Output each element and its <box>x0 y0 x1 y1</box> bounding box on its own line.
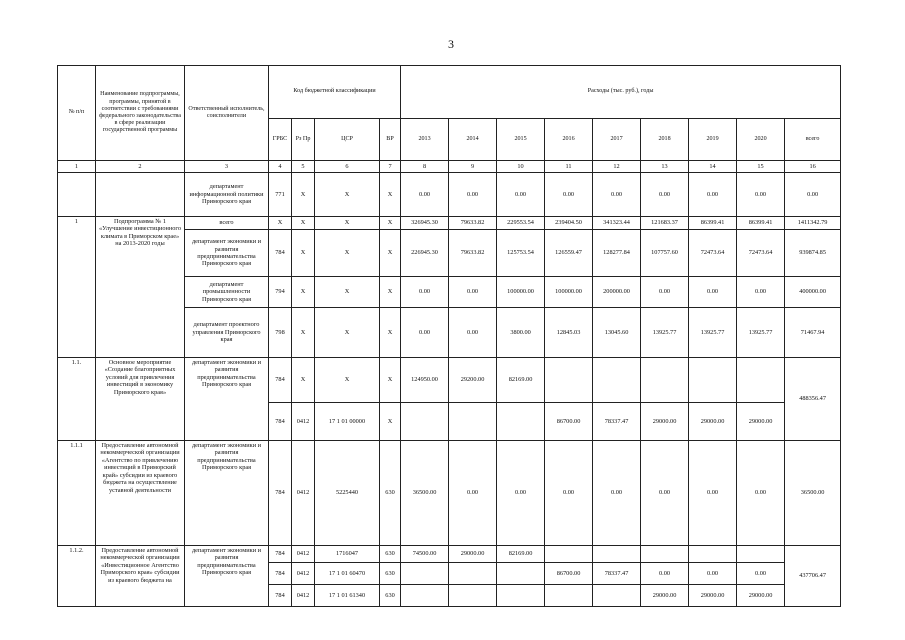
table-row: 1.1.1 Предоставление автономной некоммерческой организации «Агентство по привлечению инвестиций в Приморский край» субсидии из краевого бюджета на осуществление уставной деятельности департамент экономики и развития предпринимательства Приморского края 784 0412 5225440 630 36500.00 0.00 0.00 0.00 0.00 0.00 0.00 0.00 36500.00 <box>58 441 841 546</box>
header-responsible: Ответственный исполнитель, соисполнители <box>185 66 269 161</box>
table-row: 784 0412 17 1 01 00000 X 86700.00 78337.47 29000.00 29000.00 29000.00 <box>58 403 841 441</box>
responsible-cell: департамент экономики и развития предпринимательства Приморского края <box>185 230 269 277</box>
col-number: 12 <box>593 161 641 173</box>
header-year: 2013 <box>401 119 449 161</box>
row-name: Предоставление автономной некоммерческой организации «Агентство по привлечению инвестиций в Приморский край» субсидии из краевого бюджета на осуществление уставной деятельности <box>96 441 185 546</box>
col-number: 16 <box>785 161 841 173</box>
column-numbers-row <box>58 161 841 173</box>
header-vr: ВР <box>380 119 401 161</box>
responsible-cell: департамент экономики и развития предпринимательства Приморского края <box>185 358 269 441</box>
header-row <box>58 66 841 119</box>
row-name: Основное мероприятие «Создание благоприятных условий для привлечения инвестиций в экономику Приморского края» <box>96 358 185 441</box>
col-number: 14 <box>689 161 737 173</box>
col-number: 5 <box>292 161 315 173</box>
header-year: 2019 <box>689 119 737 161</box>
row-name: Подпрограмма № 1 «Улучшение инвестиционного климата в Приморском крае» на 2013-2020 годы <box>96 217 185 358</box>
header-rzpr: Рз Пр <box>292 119 315 161</box>
page-number: 3 <box>448 37 454 51</box>
col-number: 10 <box>497 161 545 173</box>
col-number: 3 <box>185 161 269 173</box>
header-total: всего <box>785 119 841 161</box>
budget-table <box>57 65 841 607</box>
responsible-cell: департамент информационной политики Приморского края <box>185 173 269 217</box>
row-name: Предоставление автономной некоммерческой организации «Инвестиционное Агентство Приморского края» субсидии из краевого бюджета на <box>96 546 185 607</box>
header-year: 2017 <box>593 119 641 161</box>
row-total: 437706.47 <box>785 546 841 607</box>
table-row: департамент экономики и развития предпринимательства Приморского края 784 X X X 226945.30 79633.82 125753.54 126559.47 128277.84 107757.60 72473.64 72473.64 939874.85 <box>58 230 841 277</box>
header-grbs: ГРБС <box>269 119 292 161</box>
table-row: департамент информационной политики Приморского края 771 X X X 0.00 0.00 0.00 0.00 0.00 0.00 0.00 0.00 0.00 <box>58 173 841 217</box>
header-expenses: Расходы (тыс. руб.), годы <box>401 66 841 119</box>
header-name: Наименование подпрограммы, программы, принятой в соответствии с требованиями федерального законодательства в сфере реализации государственной программы <box>96 66 185 161</box>
header-budget-code: Код бюджетной классификации <box>269 66 401 119</box>
row-number: 1.1.2. <box>58 546 96 607</box>
responsible-cell: департамент экономики и развития предпринимательства Приморского края <box>185 441 269 546</box>
header-csr: ЦСР <box>315 119 380 161</box>
responsible-cell: департамент промышленности Приморского края <box>185 277 269 308</box>
table-row: департамент промышленности Приморского края 794 X X X 0.00 0.00 100000.00 100000.00 200000.00 0.00 0.00 0.00 400000.00 <box>58 277 841 308</box>
header-num: № п/п <box>58 66 96 161</box>
table-row: департамент проектного управления Приморского края 798 X X X 0.00 0.00 3800.00 12845.03 13045.60 13925.77 13925.77 13925.77 71467.94 <box>58 308 841 358</box>
row-total: 488356.47 <box>785 358 841 441</box>
table-row: 1 Подпрограмма № 1 «Улучшение инвестиционного климата в Приморском крае» на 2013-2020 годы всего X X X X 326945.30 79633.82 229553.54 239404.50 341323.44 121683.37 86399.41 86399.41 1411342.79 <box>58 217 841 230</box>
row-number: 1.1.1 <box>58 441 96 546</box>
col-number: 6 <box>315 161 380 173</box>
col-number: 11 <box>545 161 593 173</box>
col-number: 4 <box>269 161 292 173</box>
row-number: 1.1. <box>58 358 96 441</box>
table-row: 1.1.2. Предоставление автономной некоммерческой организации «Инвестиционное Агентство Приморского края» субсидии из краевого бюджета на департамент экономики и развития предпринимательства Приморского края 784 0412 1716047 630 74500.00 29000.00 82169.00 437706.47 <box>58 546 841 563</box>
header-year: 2016 <box>545 119 593 161</box>
responsible-cell: департамент проектного управления Приморского края <box>185 308 269 358</box>
header-year: 2020 <box>737 119 785 161</box>
col-number: 9 <box>449 161 497 173</box>
header-year: 2014 <box>449 119 497 161</box>
row-number: 1 <box>58 217 96 358</box>
col-number: 15 <box>737 161 785 173</box>
responsible-cell: департамент экономики и развития предпринимательства Приморского края <box>185 546 269 607</box>
responsible-cell: всего <box>185 217 269 230</box>
col-number: 2 <box>96 161 185 173</box>
col-number: 8 <box>401 161 449 173</box>
table-row: 784 0412 17 1 01 60470 630 86700.00 78337.47 0.00 0.00 0.00 <box>58 563 841 585</box>
col-number: 1 <box>58 161 96 173</box>
table-row: 784 0412 17 1 01 61340 630 29000.00 29000.00 29000.00 <box>58 585 841 607</box>
col-number: 13 <box>641 161 689 173</box>
col-number: 7 <box>380 161 401 173</box>
header-year: 2015 <box>497 119 545 161</box>
header-year: 2018 <box>641 119 689 161</box>
table-row: 1.1. Основное мероприятие «Создание благоприятных условий для привлечения инвестиций в экономику Приморского края» департамент экономики и развития предпринимательства Приморского края 784 X X X 124950.00 29200.00 82169.00 488356.47 <box>58 358 841 403</box>
